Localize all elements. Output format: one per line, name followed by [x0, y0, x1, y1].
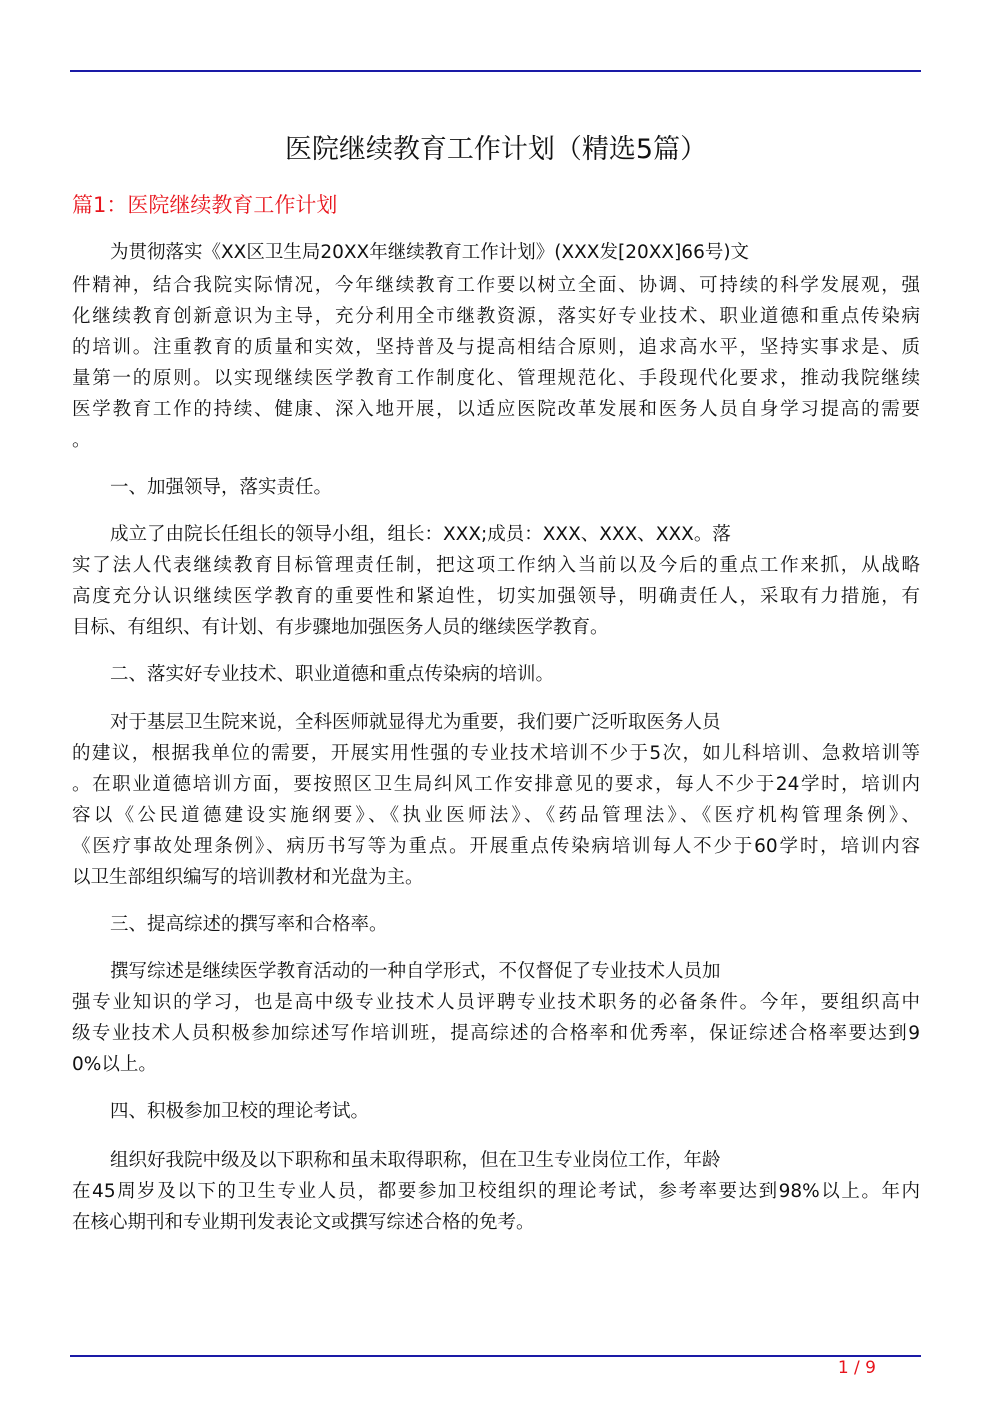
section-subheading: 二、落实好专业技术、职业道德和重点传染病的培训。	[110, 664, 555, 685]
paragraph-line: 成立了由院长任组长的领导小组，组长：XXX;成员：XXX、XXX、XXX。落	[110, 524, 731, 545]
paragraph-line: 实了法人代表继续教育目标管理责任制，把这项工作纳入当前以及今后的重点工作来抓，从战略	[72, 555, 920, 576]
paragraph-line: 级专业技术人员积极参加综述写作培训班，提高综述的合格率和优秀率，保证综述合格率要达到9	[72, 1023, 920, 1044]
section-heading: 篇1：医院继续教育工作计划	[72, 193, 338, 217]
paragraph-line: 撰写综述是继续医学教育活动的一种自学形式，不仅督促了专业技术人员加	[110, 961, 721, 982]
paragraph-line: 件精神，结合我院实际情况，今年继续教育工作要以树立全面、协调、可持续的科学发展观，强	[72, 275, 920, 296]
paragraph-line: 高度充分认识继续医学教育的重要性和紧迫性，切实加强领导，明确责任人，采取有力措施，有	[72, 586, 920, 607]
paragraph-line: 化继续教育创新意识为主导，充分利用全市继教资源，落实好专业技术、职业道德和重点传染病	[72, 306, 920, 327]
header-rule	[70, 70, 921, 72]
paragraph-line: 对于基层卫生院来说，全科医师就显得尤为重要，我们要广泛听取医务人员	[110, 712, 721, 733]
paragraph-line: 在核心期刊和专业期刊发表论文或撰写综述合格的免考。	[72, 1212, 535, 1233]
section-subheading: 三、提高综述的撰写率和合格率。	[110, 914, 388, 935]
paragraph-line: 医学教育工作的持续、健康、深入地开展，以适应医院改革发展和医务人员自身学习提高的需要	[72, 399, 920, 420]
paragraph-line: 容以《公民道德建设实施纲要》、《执业医师法》、《药品管理法》、《医疗机构管理条例》、	[72, 805, 920, 826]
document-title: 医院继续教育工作计划（精选5篇）	[284, 134, 708, 165]
paragraph-line: 的建议，根据我单位的需要，开展实用性强的专业技术培训不少于5次，如儿科培训、急救培训等	[72, 743, 920, 764]
paragraph-line: 以卫生部组织编写的培训教材和光盘为主。	[72, 867, 424, 888]
paragraph-line: 的培训。注重教育的质量和实效，坚持普及与提高相结合原则，追求高水平，坚持实事求是、质	[72, 337, 920, 358]
page-number: 1 / 9	[837, 1358, 876, 1378]
paragraph-line: 0%以上。	[72, 1054, 157, 1075]
footer-rule	[70, 1355, 921, 1357]
paragraph-line: 《医疗事故处理条例》、病历书写等为重点。开展重点传染病培训每人不少于60学时，培训内容	[72, 836, 920, 857]
section-subheading: 四、积极参加卫校的理论考试。	[110, 1101, 370, 1122]
paragraph-line: 目标、有组织、有计划、有步骤地加强医务人员的继续医学教育。	[72, 617, 609, 638]
paragraph-line: 量第一的原则。以实现继续医学教育工作制度化、管理规范化、手段现代化要求，推动我院继续	[72, 368, 920, 389]
paragraph-line: 。	[72, 430, 91, 451]
paragraph-line: 在45周岁及以下的卫生专业人员，都要参加卫校组织的理论考试，参考率要达到98%以上。年内	[72, 1181, 920, 1202]
paragraph-line: 。在职业道德培训方面，要按照区卫生局纠风工作安排意见的要求，每人不少于24学时，培训内	[72, 774, 920, 795]
paragraph-line: 为贯彻落实《XX区卫生局20XX年继续教育工作计划》(XXX发[20XX]66号)文	[110, 242, 750, 263]
paragraph-line: 组织好我院中级及以下职称和虽未取得职称，但在卫生专业岗位工作，年龄	[110, 1150, 721, 1171]
paragraph-line: 强专业知识的学习，也是高中级专业技术人员评聘专业技术职务的必备条件。今年，要组织高中	[72, 992, 920, 1013]
section-subheading: 一、加强领导，落实责任。	[110, 477, 333, 498]
